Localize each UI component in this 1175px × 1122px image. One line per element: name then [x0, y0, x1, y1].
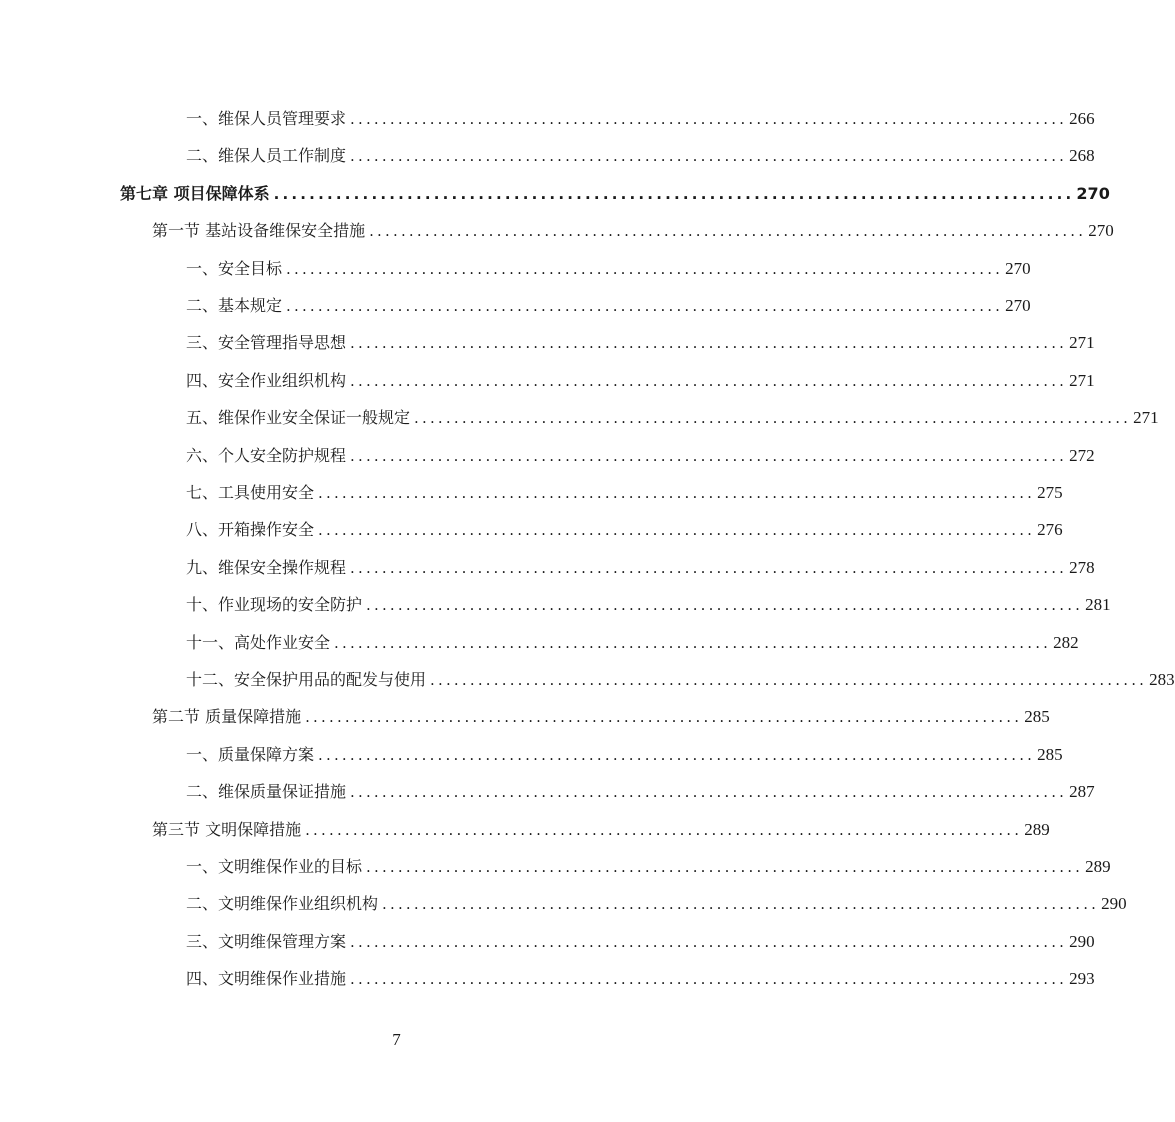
- toc-entry-label: 二、维保人员工作制度: [186, 146, 347, 165]
- toc-entry-label: 十一、高处作业安全: [186, 633, 331, 652]
- toc-dot-leader: ..........................................................................................: [318, 521, 1036, 539]
- toc-entry-label: 十二、安全保护用品的配发与使用: [186, 670, 427, 689]
- toc-entry-page: 271: [1069, 333, 1095, 352]
- toc-entry[interactable]: [186, 369, 1095, 393]
- toc-dot-leader: ..........................................................................................: [305, 708, 1023, 726]
- toc-entry-page: 290: [1101, 894, 1127, 913]
- toc-entry[interactable]: [186, 144, 1095, 168]
- toc-dot-leader: ..........................................................................................: [286, 297, 1004, 315]
- toc-entry-page: 293: [1069, 969, 1095, 988]
- toc-entry-page: 270: [1076, 184, 1110, 203]
- toc-entry-page: 289: [1024, 820, 1050, 839]
- toc-dot-leader: ..........................................................................................: [350, 110, 1068, 128]
- toc-entry-label: 三、文明维保管理方案: [186, 932, 347, 951]
- toc-dot-leader: ..........................................................................................: [350, 970, 1068, 988]
- toc-dot-leader: ..........................................................................................: [350, 147, 1068, 165]
- toc-entry[interactable]: [186, 444, 1095, 468]
- toc-entry[interactable]: [186, 631, 1079, 655]
- toc-dot-leader: ..........................................................................................: [350, 447, 1068, 465]
- toc-entry[interactable]: [186, 406, 1159, 430]
- toc-entry[interactable]: [152, 818, 1050, 842]
- toc-entry-label: 六、个人安全防护规程: [186, 446, 347, 465]
- toc-entry-page: 271: [1133, 408, 1159, 427]
- toc-dot-leader: ..........................................................................................: [350, 372, 1068, 390]
- toc-dot-leader: ..........................................................................................: [382, 895, 1100, 913]
- toc-entry-page: 281: [1085, 595, 1111, 614]
- toc-entry-label: 七、工具使用安全: [186, 483, 315, 502]
- toc-entry-label: 第二节 质量保障措施: [152, 707, 302, 726]
- toc-dot-leader: ..........................................................................................: [273, 185, 1075, 203]
- toc-entry-label: 第一节 基站设备维保安全措施: [152, 221, 366, 240]
- toc-entry-page: 283: [1149, 670, 1175, 689]
- toc-entry[interactable]: [186, 257, 1031, 281]
- toc-entry-label: 一、安全目标: [186, 259, 283, 278]
- toc-dot-leader: ..........................................................................................: [350, 334, 1068, 352]
- toc-dot-leader: ..........................................................................................: [414, 409, 1132, 427]
- page-number: 7: [392, 1030, 401, 1049]
- toc-entry[interactable]: [186, 294, 1031, 318]
- toc-entry[interactable]: [186, 892, 1127, 916]
- toc-entry-page: 290: [1069, 932, 1095, 951]
- toc-dot-leader: ..........................................................................................: [366, 596, 1084, 614]
- toc-entry[interactable]: [186, 481, 1063, 505]
- toc-entry-label: 九、维保安全操作规程: [186, 558, 347, 577]
- toc-entry[interactable]: [186, 331, 1095, 355]
- toc-dot-leader: ..........................................................................................: [350, 559, 1068, 577]
- toc-entry-label: 二、基本规定: [186, 296, 283, 315]
- toc-entry-page: 270: [1005, 296, 1031, 315]
- toc-entry[interactable]: [186, 967, 1095, 991]
- toc-entry[interactable]: [186, 780, 1095, 804]
- toc-entry[interactable]: [186, 518, 1063, 542]
- toc-entry[interactable]: [186, 668, 1175, 692]
- toc-entry-page: 272: [1069, 446, 1095, 465]
- toc-entry-page: 275: [1037, 483, 1063, 502]
- toc-entry-page: 287: [1069, 782, 1095, 801]
- toc-entry-label: 一、文明维保作业的目标: [186, 857, 363, 876]
- toc-entry-page: 270: [1005, 259, 1031, 278]
- toc-dot-leader: ..........................................................................................: [305, 821, 1023, 839]
- toc-entry-label: 第七章 项目保障体系: [120, 184, 270, 203]
- toc-entry[interactable]: [186, 556, 1095, 580]
- toc-entry-page: 285: [1024, 707, 1050, 726]
- toc-entry-page: 278: [1069, 558, 1095, 577]
- toc-entry[interactable]: [152, 219, 1114, 243]
- toc-entry-page: 266: [1069, 109, 1095, 128]
- toc-entry-label: 一、维保人员管理要求: [186, 109, 347, 128]
- toc-entry-label: 二、维保质量保证措施: [186, 782, 347, 801]
- toc-dot-leader: ..........................................................................................: [350, 933, 1068, 951]
- toc-dot-leader: ..........................................................................................: [366, 858, 1084, 876]
- toc-entry[interactable]: [186, 743, 1063, 767]
- toc-entry-label: 二、文明维保作业组织机构: [186, 894, 379, 913]
- toc-entry-label: 十、作业现场的安全防护: [186, 595, 363, 614]
- toc-entry[interactable]: [152, 705, 1050, 729]
- toc-entry-label: 四、安全作业组织机构: [186, 371, 347, 390]
- toc-dot-leader: ..........................................................................................: [430, 671, 1148, 689]
- toc-dot-leader: ..........................................................................................: [318, 484, 1036, 502]
- toc-entry-page: 289: [1085, 857, 1111, 876]
- toc-entry-label: 四、文明维保作业措施: [186, 969, 347, 988]
- toc-entry-page: 271: [1069, 371, 1095, 390]
- toc-entry-page: 270: [1088, 221, 1114, 240]
- toc-entry-page: 285: [1037, 745, 1063, 764]
- toc-entry[interactable]: [186, 855, 1111, 879]
- toc-entry-label: 一、质量保障方案: [186, 745, 315, 764]
- toc-entry-label: 八、开箱操作安全: [186, 520, 315, 539]
- toc-dot-leader: ..........................................................................................: [286, 260, 1004, 278]
- toc-entry-label: 三、安全管理指导思想: [186, 333, 347, 352]
- toc-dot-leader: ..........................................................................................: [369, 222, 1087, 240]
- toc-entry-page: 276: [1037, 520, 1063, 539]
- toc-entry[interactable]: [186, 107, 1095, 131]
- toc-entry[interactable]: [186, 593, 1111, 617]
- toc-dot-leader: ..........................................................................................: [334, 634, 1052, 652]
- toc-dot-leader: ..........................................................................................: [318, 746, 1036, 764]
- toc-entry-label: 第三节 文明保障措施: [152, 820, 302, 839]
- toc-entry[interactable]: [186, 930, 1095, 954]
- toc-entry-page: 268: [1069, 146, 1095, 165]
- toc-entry-label: 五、维保作业安全保证一般规定: [186, 408, 411, 427]
- toc-entry[interactable]: [120, 182, 1110, 206]
- toc-entry-page: 282: [1053, 633, 1079, 652]
- toc-dot-leader: ..........................................................................................: [350, 783, 1068, 801]
